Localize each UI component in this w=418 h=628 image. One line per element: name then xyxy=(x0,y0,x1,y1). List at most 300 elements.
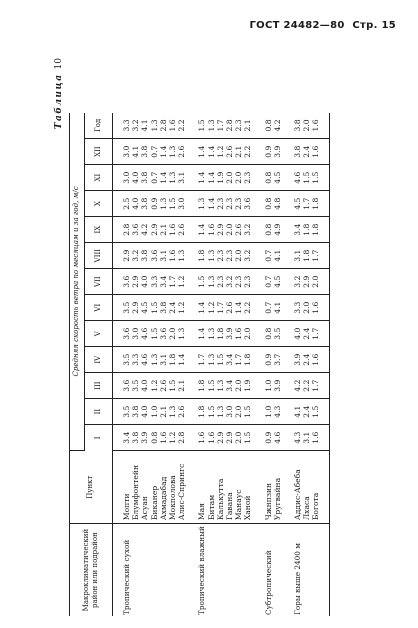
wind-speed-value: 1.7 xyxy=(302,197,312,210)
value-cell xyxy=(257,191,286,217)
month-header: VII xyxy=(85,269,113,295)
wind-speed-value: 4.3 xyxy=(293,431,303,444)
wind-speed-value: 3.2 xyxy=(293,275,303,288)
wind-speed-value: 2.3 xyxy=(234,119,244,132)
value-cell xyxy=(190,165,256,191)
wind-speed-value: 1.4 xyxy=(158,145,168,158)
zone-cell: Субтропический xyxy=(263,550,273,615)
page-number: Стр. 15 xyxy=(352,20,396,31)
wind-speed-value: 1.4 xyxy=(197,171,207,184)
table-number: 10 xyxy=(54,58,64,70)
value-cell xyxy=(286,243,329,269)
value-cell xyxy=(190,399,256,425)
wind-speed-value: 4.1 xyxy=(140,119,150,132)
wind-speed-value: 3.3 xyxy=(149,275,159,288)
wind-speed-value: 1.8 xyxy=(311,197,321,210)
table-row xyxy=(257,113,286,616)
wind-speed-value: 2.6 xyxy=(177,223,187,236)
station-name: Мая xyxy=(197,503,207,521)
wind-speed-value: 1.5 xyxy=(149,327,159,340)
wind-speed-value: 2.0 xyxy=(311,275,321,288)
value-cell xyxy=(113,217,191,243)
value-cell xyxy=(113,373,191,399)
wind-speed-value: 1.4 xyxy=(197,327,207,340)
wind-speed-value: 3.4 xyxy=(293,223,303,236)
wind-speed-value: 2.4 xyxy=(302,405,312,418)
wind-speed-value: 2.8 xyxy=(177,431,187,444)
rotated-table-area xyxy=(54,54,410,616)
wind-speed-value: 1.4 xyxy=(177,353,187,366)
wind-speed-value: 2.8 xyxy=(158,119,168,132)
wind-speed-value: 4.5 xyxy=(140,301,150,314)
wind-speed-value: 2.1 xyxy=(177,379,187,392)
value-cell xyxy=(286,399,329,425)
wind-speed-value: 2.9 xyxy=(122,249,131,262)
value-cell xyxy=(286,269,329,295)
wind-speed-value: 1.2 xyxy=(215,145,225,158)
value-cell xyxy=(257,399,286,425)
wind-speed-value: 1.3 xyxy=(149,119,159,132)
wind-speed-value: 1.3 xyxy=(177,327,187,340)
wind-speed-value: 3.0 xyxy=(131,327,141,340)
table-body xyxy=(113,113,330,616)
wind-speed-value: 3.8 xyxy=(293,145,303,158)
wind-speed-value: 2.3 xyxy=(225,197,235,210)
wind-speed-value: 3.5 xyxy=(122,405,131,418)
wind-speed-value: 3.5 xyxy=(131,379,141,392)
wind-speed-value: 4.1 xyxy=(131,145,141,158)
wind-speed-value: 2.1 xyxy=(243,119,253,132)
wind-speed-value: 1.2 xyxy=(206,301,216,314)
wind-speed-value: 3.9 xyxy=(293,353,303,366)
value-cell xyxy=(113,113,191,139)
wind-speed-value: 1.3 xyxy=(168,171,178,184)
standard-number: ГОСТ 24482—80 xyxy=(249,20,345,31)
value-cell xyxy=(286,373,329,399)
value-cell xyxy=(190,425,256,451)
zone-cell: Тропический влажный xyxy=(197,526,207,615)
station-name: Ахмадабад xyxy=(158,476,168,521)
wind-speed-value: 4.5 xyxy=(293,197,303,210)
wind-speed-value: 1.5 xyxy=(215,353,225,366)
wind-speed-value: 0.9 xyxy=(149,197,159,210)
table-title: Средняя скорость ветра по месяцам и за год, м/с xyxy=(70,113,85,451)
wind-speed-value: 2.3 xyxy=(215,249,225,262)
wind-speed-value: 1.8 xyxy=(302,249,312,262)
wind-speed-value: 1.3 xyxy=(177,249,187,262)
wind-speed-value: 2.3 xyxy=(243,171,253,184)
value-cell xyxy=(190,295,256,321)
value-cell xyxy=(286,295,329,321)
value-cell xyxy=(113,269,191,295)
station-name: Гавана xyxy=(225,492,235,521)
wind-speed-value: 3.1 xyxy=(302,431,312,444)
wind-speed-value: 2.6 xyxy=(225,145,235,158)
wind-speed-value: 1.3 xyxy=(215,405,225,418)
wind-speed-value: 4.1 xyxy=(272,301,282,314)
station-name: Аддис-Абеба xyxy=(293,469,303,521)
station-name: Богота xyxy=(311,492,321,521)
wind-speed-value: 3.9 xyxy=(140,431,150,444)
wind-speed-value: 1.3 xyxy=(168,405,178,418)
wind-speed-value: 0.8 xyxy=(149,431,159,444)
wind-speed-value: 2.4 xyxy=(302,145,312,158)
wind-speed-value: 1.4 xyxy=(234,301,244,314)
value-cell xyxy=(190,113,256,139)
wind-speed-value: 2.0 xyxy=(234,249,244,262)
wind-speed-value: 3.4 xyxy=(225,379,235,392)
wind-speed-value: 1.3 xyxy=(215,379,225,392)
wind-speed-value: 1.4 xyxy=(158,171,168,184)
station-name: Биканер xyxy=(149,485,159,521)
wind-speed-value: 3.7 xyxy=(272,353,282,366)
wind-speed-value: 3.5 xyxy=(122,353,131,366)
wind-speed-value: 2.2 xyxy=(177,119,187,132)
wind-speed-value: 2.2 xyxy=(302,379,312,392)
wind-speed-value: 3.4 xyxy=(225,353,235,366)
wind-speed-value: 1.6 xyxy=(206,431,216,444)
wind-speed-value: 1.0 xyxy=(149,405,159,418)
wind-speed-value: 3.2 xyxy=(131,119,141,132)
wind-speed-value: 0.8 xyxy=(263,223,273,236)
wind-speed-value: 2.4 xyxy=(302,327,312,340)
wind-speed-value: 0.9 xyxy=(263,353,273,366)
wind-speed-value: 3.4 xyxy=(122,431,131,444)
value-cell xyxy=(257,321,286,347)
wind-speed-value: 1.5 xyxy=(206,379,216,392)
zone-cell: Тропический сухой xyxy=(122,539,131,615)
station-name: Калькутта xyxy=(215,478,225,521)
wind-speed-value: 2.3 xyxy=(225,249,235,262)
wind-speed-value: 1.6 xyxy=(311,431,321,444)
wind-speed-value: 2.9 xyxy=(149,223,159,236)
wind-speed-value: 2.8 xyxy=(122,223,131,236)
wind-speed-value: 3.2 xyxy=(243,249,253,262)
wind-speed-value: 1.6 xyxy=(158,431,168,444)
wind-speed-value: 1.8 xyxy=(215,327,225,340)
wind-speed-value: 1.7 xyxy=(311,327,321,340)
wind-speed-value: 1.9 xyxy=(215,171,225,184)
wind-speed-value: 1.5 xyxy=(197,275,207,288)
station-name: Блумфонтейн xyxy=(131,464,141,521)
wind-speed-value: 0.8 xyxy=(263,327,273,340)
month-header: I xyxy=(85,425,113,451)
month-header: IX xyxy=(85,217,113,243)
wind-speed-value: 1.3 xyxy=(206,249,216,262)
wind-speed-value: 3.8 xyxy=(293,119,303,132)
value-cell xyxy=(257,295,286,321)
wind-speed-value: 3.2 xyxy=(243,223,253,236)
wind-speed-value: 1.9 xyxy=(243,379,253,392)
wind-speed-value: 1.3 xyxy=(206,119,216,132)
wind-speed-value: 0.7 xyxy=(263,249,273,262)
zone-cell: Горы выше 2400 м xyxy=(286,524,329,616)
wind-speed-value: 1.6 xyxy=(234,327,244,340)
wind-speed-value: 1.5 xyxy=(197,119,207,132)
value-cell xyxy=(286,425,329,451)
value-cell xyxy=(113,139,191,165)
value-cell xyxy=(113,295,191,321)
wind-speed-value: 1.2 xyxy=(177,301,187,314)
wind-speed-value: 0.7 xyxy=(263,301,273,314)
wind-speed-value: 3.0 xyxy=(177,197,187,210)
wind-speed-value: 4.0 xyxy=(140,275,150,288)
station-cell xyxy=(190,451,256,524)
wind-speed-value: 4.6 xyxy=(272,431,282,444)
wind-speed-value: 3.4 xyxy=(158,275,168,288)
wind-speed-value: 4.0 xyxy=(140,379,150,392)
value-cell xyxy=(257,347,286,373)
wind-speed-value: 4.1 xyxy=(293,405,303,418)
wind-speed-value: 1.5 xyxy=(243,431,253,444)
value-cell xyxy=(286,217,329,243)
wind-speed-value: 4.1 xyxy=(272,249,282,262)
wind-speed-value: 1.2 xyxy=(149,379,159,392)
wind-speed-value: 3.1 xyxy=(177,171,187,184)
value-cell xyxy=(113,425,191,451)
wind-speed-value: 4.2 xyxy=(272,119,282,132)
station-cell xyxy=(257,451,286,524)
station-name: Лхаса xyxy=(302,496,312,521)
value-cell xyxy=(286,113,329,139)
wind-speed-value: 2.0 xyxy=(302,119,312,132)
value-cell xyxy=(190,269,256,295)
wind-speed-value: 4.0 xyxy=(140,405,150,418)
wind-speed-value: 1.5 xyxy=(206,405,216,418)
wind-speed-value: 2.3 xyxy=(234,197,244,210)
wind-speed-value: 3.1 xyxy=(158,353,168,366)
wind-speed-value: 3.2 xyxy=(131,249,141,262)
wind-speed-value: 4.6 xyxy=(140,327,150,340)
value-cell xyxy=(286,347,329,373)
wind-speed-value: 3.1 xyxy=(158,249,168,262)
wind-speed-value: 2.6 xyxy=(158,379,168,392)
wind-speed-value: 2.9 xyxy=(215,431,225,444)
wind-speed-value: 1.2 xyxy=(177,275,187,288)
wind-speed-value: 2.1 xyxy=(158,223,168,236)
value-cell xyxy=(113,347,191,373)
month-header: V xyxy=(85,321,113,347)
wind-speed-value: 1.3 xyxy=(206,353,216,366)
point-column-header: Пункт xyxy=(70,451,113,524)
wind-speed-value: 4.6 xyxy=(140,353,150,366)
page-header xyxy=(245,20,396,31)
wind-speed-value: 3.8 xyxy=(140,171,150,184)
value-cell xyxy=(257,165,286,191)
wind-speed-value: 2.0 xyxy=(168,327,178,340)
value-cell xyxy=(190,139,256,165)
wind-speed-value: 4.0 xyxy=(293,327,303,340)
wind-speed-value: 2.1 xyxy=(234,145,244,158)
table-label: Таблица10 xyxy=(54,58,64,130)
wind-speed-value: 1.6 xyxy=(168,249,178,262)
wind-speed-value: 4.5 xyxy=(272,171,282,184)
wind-speed-value: 1.4 xyxy=(197,145,207,158)
station-name: Мопти xyxy=(122,493,131,521)
wind-speed-value: 2.6 xyxy=(225,301,235,314)
wind-speed-value: 1.6 xyxy=(311,301,321,314)
value-cell xyxy=(113,165,191,191)
value-cell xyxy=(286,165,329,191)
wind-speed-value: 2.0 xyxy=(225,171,235,184)
value-cell xyxy=(286,191,329,217)
month-header: IV xyxy=(85,347,113,373)
wind-speed-value: 4.0 xyxy=(131,197,141,210)
wind-speed-value: 2.3 xyxy=(234,275,244,288)
wind-speed-value: 1.8 xyxy=(243,353,253,366)
value-cell xyxy=(113,321,191,347)
station-name: Асуан xyxy=(140,496,150,521)
station-name: Битам xyxy=(206,494,216,521)
value-cell xyxy=(113,191,191,217)
wind-speed-value: 3.0 xyxy=(225,405,235,418)
wind-speed-value: 3.2 xyxy=(225,275,235,288)
wind-speed-value: 2.9 xyxy=(131,275,141,288)
wind-speed-value: 1.3 xyxy=(149,353,159,366)
wind-speed-value: 2.2 xyxy=(243,145,253,158)
wind-speed-value: 1.6 xyxy=(206,223,216,236)
wind-speed-value: 1.7 xyxy=(168,275,178,288)
wind-speed-value: 3.9 xyxy=(272,379,282,392)
wind-speed-value: 1.5 xyxy=(168,197,178,210)
wind-speed-value: 1.6 xyxy=(311,119,321,132)
wind-speed-value: 2.9 xyxy=(131,301,141,314)
station-name: Уругвайна xyxy=(272,477,282,521)
wind-speed-value: 3.6 xyxy=(122,327,131,340)
wind-speed-value: 3.1 xyxy=(293,249,303,262)
wind-speed-value: 2.0 xyxy=(234,379,244,392)
wind-speed-value: 1.5 xyxy=(168,379,178,392)
wind-speed-value: 2.6 xyxy=(234,223,244,236)
wind-speed-value: 1.8 xyxy=(302,223,312,236)
wind-speed-value: 1.4 xyxy=(206,197,216,210)
wind-speed-value: 1.4 xyxy=(197,223,207,236)
wind-speed-value: 1.8 xyxy=(197,405,207,418)
value-cell xyxy=(257,373,286,399)
wind-speed-value: 2.4 xyxy=(168,301,178,314)
wind-speed-value: 2.3 xyxy=(215,197,225,210)
value-cell xyxy=(113,399,191,425)
wind-speed-value: 2.6 xyxy=(177,145,187,158)
wind-speed-value: 2.5 xyxy=(122,197,131,210)
wind-speed-value: 2.0 xyxy=(302,301,312,314)
wind-speed-value: 1.7 xyxy=(215,301,225,314)
wind-speed-value: 0.7 xyxy=(149,145,159,158)
station-name: Чжнпзин xyxy=(263,482,273,521)
wind-speed-value: 3.8 xyxy=(131,431,141,444)
month-header: XI xyxy=(85,165,113,191)
value-cell xyxy=(190,243,256,269)
wind-speed-value: 1.4 xyxy=(206,171,216,184)
value-cell xyxy=(286,321,329,347)
station-name: Ханой xyxy=(243,495,253,521)
wind-speed-value: 3.6 xyxy=(122,379,131,392)
value-cell xyxy=(257,139,286,165)
wind-speed-value: 1.6 xyxy=(311,145,321,158)
wind-speed-value: 0.8 xyxy=(263,119,273,132)
wind-speed-value: 2.3 xyxy=(215,275,225,288)
month-header: VI xyxy=(85,295,113,321)
wind-speed-value: 2.0 xyxy=(234,171,244,184)
wind-speed-value: 1.7 xyxy=(311,249,321,262)
value-cell xyxy=(257,269,286,295)
wind-speed-value: 2.6 xyxy=(177,405,187,418)
wind-speed-value: 1.6 xyxy=(168,119,178,132)
wind-speed-value: 0.9 xyxy=(263,431,273,444)
wind-speed-value: 2.3 xyxy=(243,275,253,288)
wind-speed-value: 1.3 xyxy=(197,197,207,210)
station-name: Манаус xyxy=(234,489,244,521)
value-cell xyxy=(190,191,256,217)
wind-speed-value: 3.6 xyxy=(243,197,253,210)
wind-speed-table xyxy=(69,113,330,616)
wind-speed-value: 1.4 xyxy=(197,301,207,314)
wind-speed-value: 2.0 xyxy=(243,327,253,340)
wind-speed-value: 4.8 xyxy=(272,197,282,210)
wind-speed-value: 1.2 xyxy=(168,431,178,444)
value-cell xyxy=(190,321,256,347)
wind-speed-value: 1.3 xyxy=(168,145,178,158)
wind-speed-value: 3.0 xyxy=(122,171,131,184)
wind-speed-value: 1.7 xyxy=(234,353,244,366)
wind-speed-value: 2.8 xyxy=(225,119,235,132)
wind-speed-value: 1.8 xyxy=(168,353,178,366)
wind-speed-value: 2.2 xyxy=(243,301,253,314)
wind-speed-value: 3.3 xyxy=(131,353,141,366)
zone-column-header: Макроклиматический район или подрайон xyxy=(70,524,113,616)
wind-speed-value: 3.9 xyxy=(272,145,282,158)
wind-speed-value: 2.9 xyxy=(302,275,312,288)
wind-speed-value: 3.6 xyxy=(158,327,168,340)
value-cell xyxy=(257,425,286,451)
wind-speed-value: 1.3 xyxy=(206,327,216,340)
wind-speed-value: 1.3 xyxy=(158,197,168,210)
wind-speed-value: 2.0 xyxy=(234,431,244,444)
wind-speed-value: 3.8 xyxy=(140,145,150,158)
month-header: XII xyxy=(85,139,113,165)
wind-speed-value: 3.6 xyxy=(122,275,131,288)
wind-speed-value: 3.8 xyxy=(158,301,168,314)
wind-speed-value: 1.5 xyxy=(302,171,312,184)
wind-speed-value: 2.1 xyxy=(158,405,168,418)
wind-speed-value: 4.2 xyxy=(140,223,150,236)
wind-speed-value: 1.5 xyxy=(311,171,321,184)
wind-speed-value: 1.8 xyxy=(311,223,321,236)
wind-speed-value: 2.0 xyxy=(225,223,235,236)
wind-speed-value: 1.6 xyxy=(168,223,178,236)
month-header: III xyxy=(85,373,113,399)
wind-speed-value: 3.6 xyxy=(131,223,141,236)
value-cell xyxy=(257,217,286,243)
wind-speed-value: 3.8 xyxy=(140,249,150,262)
value-cell xyxy=(257,243,286,269)
value-cell xyxy=(113,243,191,269)
wind-speed-value: 3.8 xyxy=(140,197,150,210)
wind-speed-value: 4.9 xyxy=(272,223,282,236)
wind-speed-value: 0.9 xyxy=(263,145,273,158)
station-cell xyxy=(286,451,329,524)
month-header: VIII xyxy=(85,243,113,269)
value-cell xyxy=(257,113,286,139)
wind-speed-value: 3.5 xyxy=(122,301,131,314)
wind-speed-value: 1.8 xyxy=(197,249,207,262)
value-cell xyxy=(190,347,256,373)
wind-speed-value: 0.7 xyxy=(263,275,273,288)
wind-speed-value: 3.9 xyxy=(225,327,235,340)
wind-speed-value: 1.4 xyxy=(206,145,216,158)
wind-speed-value: 0.8 xyxy=(263,197,273,210)
wind-speed-value: 1.8 xyxy=(197,379,207,392)
